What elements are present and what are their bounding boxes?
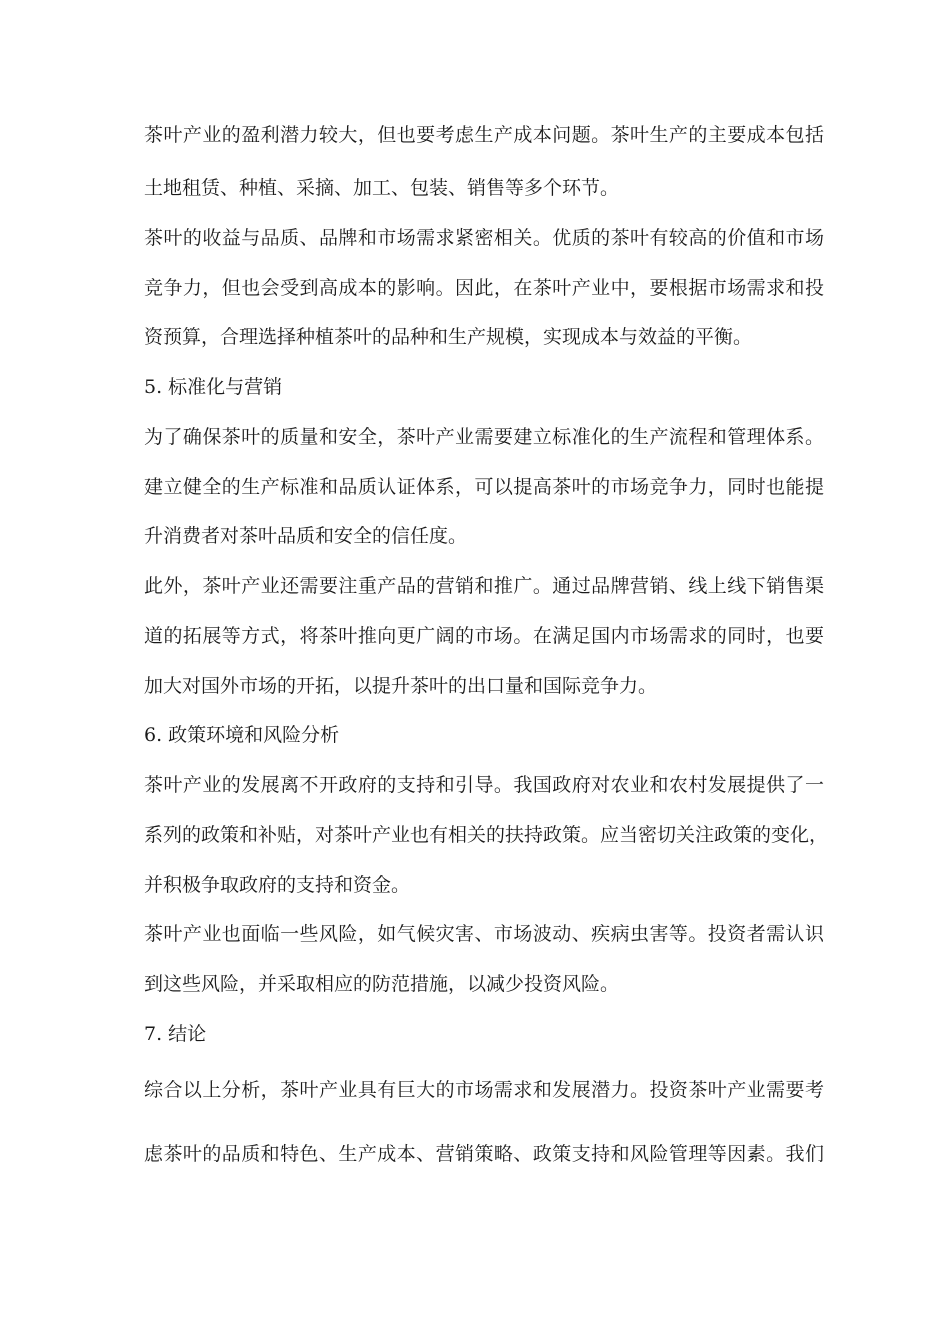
paragraph-line: 竞争力，但也会受到高成本的影响。因此，在茶叶产业中，要根据市场需求和投	[144, 277, 824, 299]
paragraph-line: 并积极争取政府的支持和资金。	[144, 874, 411, 896]
paragraph-line: 为了确保茶叶的质量和安全，茶叶产业需要建立标准化的生产流程和管理体系。	[144, 426, 824, 448]
paragraph-line: 茶叶产业的盈利潜力较大，但也要考虑生产成本问题。茶叶生产的主要成本包括	[144, 124, 824, 146]
section-heading: 6. 政策环境和风险分析	[144, 724, 340, 746]
paragraph-line: 到这些风险，并采取相应的防范措施，以减少投资风险。	[144, 973, 620, 995]
paragraph-line: 建立健全的生产标准和品质认证体系，可以提高茶叶的市场竞争力，同时也能提	[144, 476, 824, 498]
paragraph-line: 综合以上分析，茶叶产业具有巨大的市场需求和发展潜力。投资茶叶产业需要考	[144, 1079, 824, 1101]
paragraph-line: 茶叶产业也面临一些风险，如气候灾害、市场波动、疾病虫害等。投资者需认识	[144, 923, 824, 945]
paragraph-line: 道的拓展等方式，将茶叶推向更广阔的市场。在满足国内市场需求的同时，也要	[144, 625, 824, 647]
paragraph-line: 资预算，合理选择种植茶叶的品种和生产规模，实现成本与效益的平衡。	[144, 326, 753, 348]
paragraph-line: 加大对国外市场的开拓，以提升茶叶的出口量和国际竞争力。	[144, 675, 658, 697]
paragraph-line: 茶叶产业的发展离不开政府的支持和引导。我国政府对农业和农村发展提供了一	[144, 774, 824, 796]
section-heading: 7. 结论	[144, 1023, 207, 1045]
paragraph-line: 升消费者对茶叶品质和安全的信任度。	[144, 525, 468, 547]
paragraph-line: 此外，茶叶产业还需要注重产品的营销和推广。通过品牌营销、线上线下销售渠	[144, 575, 824, 597]
section-heading: 5. 标准化与营销	[144, 376, 283, 398]
paragraph-line: 土地租赁、种植、采摘、加工、包装、销售等多个环节。	[144, 177, 620, 199]
paragraph-line: 茶叶的收益与品质、品牌和市场需求紧密相关。优质的茶叶有较高的价值和市场	[144, 227, 824, 249]
paragraph-line: 系列的政策和补贴，对茶叶产业也有相关的扶持政策。应当密切关注政策的变化，	[144, 824, 829, 846]
paragraph-line: 虑茶叶的品质和特色、生产成本、营销策略、政策支持和风险管理等因素。我们	[144, 1143, 824, 1165]
